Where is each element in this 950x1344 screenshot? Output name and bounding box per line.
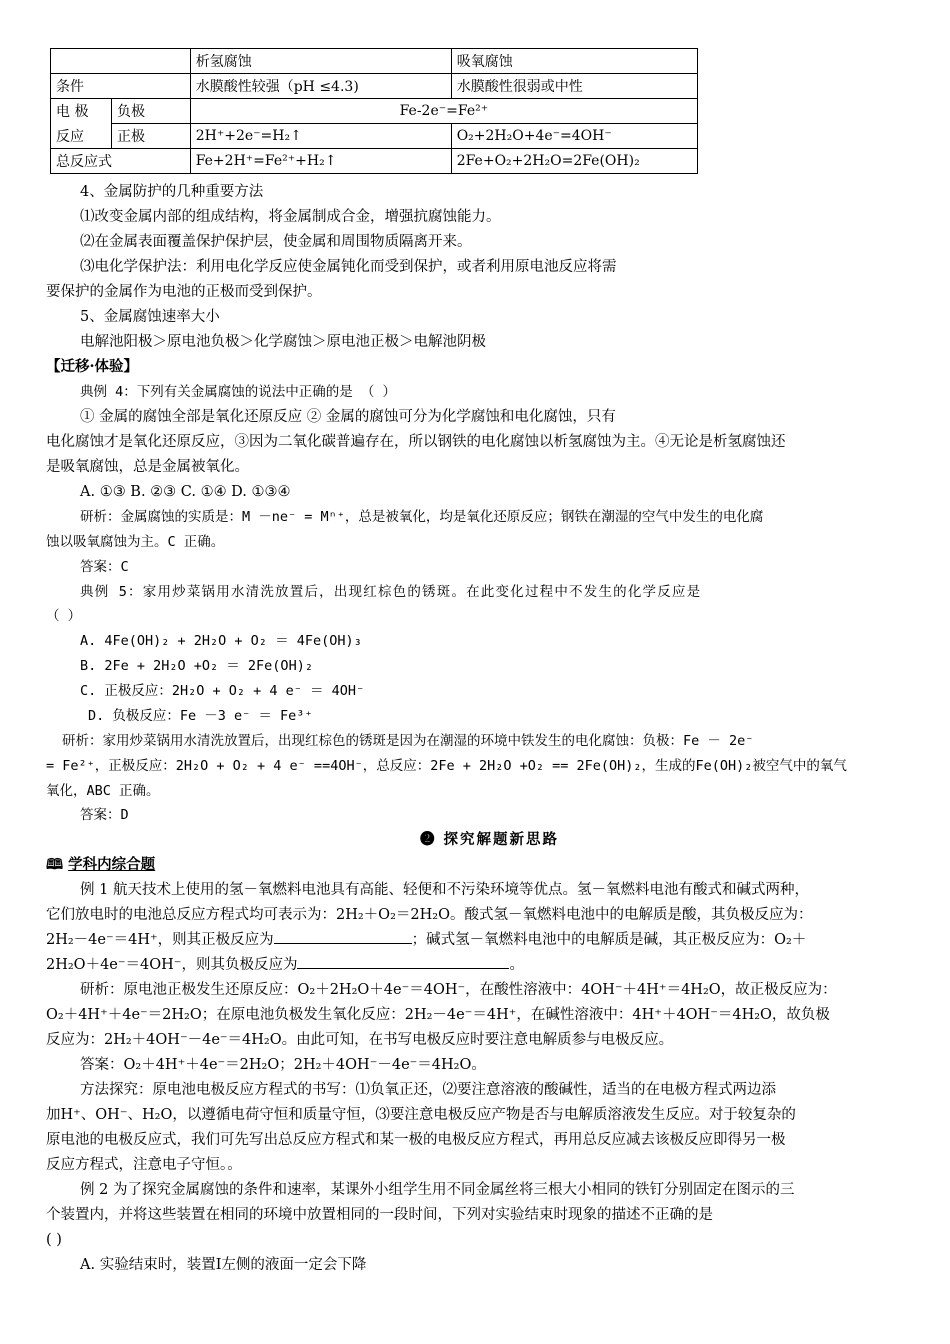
- text-line: 要保护的金属作为电池的正极而受到保护。: [46, 284, 322, 300]
- table-cell: 正极: [112, 124, 191, 149]
- table-cell: 水膜酸性较强（pH ≤4.3): [190, 74, 451, 99]
- text-line: 电解池阳极＞原电池负极＞化学腐蚀＞原电池正极＞电解池阴极: [80, 334, 486, 350]
- table-cell: Fe+2H⁺=Fe²⁺+H₂↑: [190, 149, 451, 174]
- text-line: 加H⁺、OH⁻、H₂O，以遵循电荷守恒和质量守恒，⑶要注意电极反应产物是否与电解质溶液发生反应。对于较复杂的: [46, 1107, 796, 1123]
- corrosion-comparison-table: [50, 48, 698, 174]
- text-line: 例 1 航天技术上使用的氢－氧燃料电池具有高能、轻便和不污染环境等优点。氢－氧燃料电池有酸式和碱式两种，: [80, 882, 809, 898]
- text-line: 方法探究：原电池电极反应方程式的书写：⑴负氧正还，⑵要注意溶液的酸碱性，适当的在电极方程式两边添: [80, 1082, 776, 1098]
- text-fragment: 。: [509, 957, 524, 973]
- text-line: 它们放电时的电池总反应方程式均可表示为：2H₂＋O₂＝2H₂O。酸式氢－氧燃料电池中的电解质是酸，其负极反应为：: [46, 907, 813, 923]
- table-cell: 水膜酸性很弱或中性: [451, 74, 697, 99]
- subsection-title: [46, 853, 155, 879]
- table-cell: [51, 49, 191, 74]
- table-cell: Fe-2e⁻=Fe²⁺: [190, 99, 697, 124]
- text-line: （ ）: [46, 608, 82, 624]
- text-line: 典例 4：下列有关金属腐蚀的说法中正确的是 （ ）: [80, 384, 397, 400]
- text-line: 典例 5：家用炒菜锅用水清洗放置后，出现红棕色的锈斑。在此变化过程中不发生的化学反应是: [80, 584, 702, 600]
- table-row: [51, 74, 698, 99]
- text-fragment: 2H₂－4e⁻＝4H⁺，则其正极反应为: [46, 932, 274, 948]
- text-line: 蚀以吸氧腐蚀为主。C 正确。: [46, 534, 225, 550]
- answer-blank[interactable]: [274, 929, 412, 944]
- text-line: 反应为：2H₂＋4OH⁻－4e⁻＝4H₂O。由此可知，在书写电极反应时要注意电解质参与电极反应。: [46, 1032, 674, 1048]
- table-cell: 吸氧腐蚀: [451, 49, 697, 74]
- text-line: 例 2 为了探究金属腐蚀的条件和速率，某课外小组学生用不同金属丝将三根大小相同的铁钉分别固定在图示的三: [80, 1182, 795, 1198]
- option-a: A. 实验结束时，装置Ⅰ左侧的液面一定会下降: [80, 1257, 367, 1273]
- text-line: [46, 953, 906, 977]
- section-title: ❷ 探究解题新思路: [420, 831, 560, 848]
- text-line: 5、金属腐蚀速率大小: [80, 309, 220, 325]
- text-line: O₂＋4H⁺＋4e⁻＝2H₂O；在原电池负极发生氧化反应：2H₂－4e⁻＝4H⁺，在碱性溶液中：4H⁺＋4OH⁻＝4H₂O，故负极: [46, 1007, 830, 1023]
- table-cell: 2Fe+O₂+2H₂O=2Fe(OH)₂: [451, 149, 697, 174]
- text-line: 氧化，ABC 正确。: [46, 783, 160, 799]
- text-line: = Fe²⁺，正极反应：2H₂O + O₂ + 4 e⁻ ==4OH⁻，总反应：2Fe + 2H₂O +O₂ == 2Fe(OH)₂，生成的Fe(OH)₂被空气中的氧气: [46, 758, 847, 774]
- text-fragment: ；碱式氢－氧燃料电池中的电解质是碱，其正极反应为：O₂＋: [411, 932, 807, 948]
- answer-line: 答案：O₂＋4H⁺＋4e⁻＝2H₂O；2H₂＋4OH⁻－4e⁻＝4H₂O。: [80, 1057, 486, 1073]
- option-a: A. 4Fe(OH)₂ + 2H₂O + O₂ ＝ 4Fe(OH)₃: [80, 633, 362, 649]
- options-line: A. ①③ B. ②③ C. ①④ D. ①③④: [80, 484, 291, 500]
- table-row: [51, 149, 698, 174]
- table-cell: 析氢腐蚀: [190, 49, 451, 74]
- table-cell: O₂+2H₂O+4e⁻=4OH⁻: [451, 124, 697, 149]
- text-line: 4、金属防护的几种重要方法: [80, 184, 264, 200]
- text-fragment: 2H₂O＋4e⁻＝4OH⁻，则其负极反应为: [46, 957, 298, 973]
- text-line: 答案：D: [80, 807, 129, 823]
- text-line: ⑴改变金属内部的组成结构，将金属制成合金，增强抗腐蚀能力。: [80, 209, 501, 225]
- text-line: 个装置内，并将这些装置在相同的环境中放置相同的一段时间，下列对实验结束时现象的描述不正确的是: [46, 1207, 713, 1223]
- book-icon: 🕮: [46, 856, 64, 873]
- text-line: 电化腐蚀才是氧化还原反应，③因为二氧化碳普遍存在，所以钢铁的电化腐蚀以析氢腐蚀为主。④无论是析氢腐蚀还: [46, 434, 786, 450]
- answer-blank[interactable]: [297, 954, 509, 969]
- text-line: 研析：原电池正极发生还原反应：O₂＋2H₂O＋4e⁻＝4OH⁻，在酸性溶液中：4OH⁻＋4H⁺＝4H₂O，故正极反应为：: [80, 982, 837, 998]
- table-cell: 总反应式: [51, 149, 191, 174]
- table-row: [51, 49, 698, 74]
- text-line: ① 金属的腐蚀全部是氧化还原反应 ② 金属的腐蚀可分为化学腐蚀和电化腐蚀，只有: [80, 409, 616, 425]
- option-b: B. 2Fe + 2H₂O +O₂ ＝ 2Fe(OH)₂: [80, 658, 313, 674]
- text-line: ⑵在金属表面覆盖保护保护层，使金属和周围物质隔离开来。: [80, 234, 472, 250]
- table-row: [51, 124, 698, 149]
- text-line: [46, 928, 906, 952]
- table-cell: 负极: [112, 99, 191, 124]
- option-d: D. 负极反应：Fe －3 e⁻ ＝ Fe³⁺: [88, 708, 313, 724]
- text-line: 答案：C: [80, 559, 129, 575]
- table-cell: 2H⁺+2e⁻=H₂↑: [190, 124, 451, 149]
- text-line: 是吸氧腐蚀，总是金属被氧化。: [46, 459, 249, 475]
- text-line: 研析：家用炒菜锅用水清洗放置后，出现红棕色的锈斑是因为在潮湿的环境中铁发生的电化腐蚀：负极：Fe － 2e⁻: [62, 733, 754, 749]
- table-cell: 条件: [51, 74, 191, 99]
- text-line: 反应方程式，注意电子守恒。。: [46, 1157, 242, 1173]
- text-line: ⑶电化学保护法：利用电化学反应使金属钝化而受到保护，或者利用原电池反应将需: [80, 259, 617, 275]
- text-line: 研析：金属腐蚀的实质是：M －ne⁻ = Mⁿ⁺，总是被氧化，均是氧化还原反应；钢铁在潮湿的空气中发生的电化腐: [80, 509, 764, 525]
- section-heading: 【迁移·体验】: [46, 358, 139, 375]
- text-line: 原电池的电极反应式，我们可先写出总反应方程式和某一极的电极反应方程式，再用总反应减去该极反应即得另一极: [46, 1132, 786, 1148]
- option-c: C. 正极反应：2H₂O + O₂ + 4 e⁻ ＝ 4OH⁻: [80, 683, 365, 699]
- table-row: [51, 99, 698, 124]
- text-line: ( ): [46, 1232, 62, 1248]
- subsection-label: 学科内综合题: [68, 856, 156, 873]
- table-cell: 电 极: [51, 99, 112, 124]
- table-cell: 反应: [51, 124, 112, 149]
